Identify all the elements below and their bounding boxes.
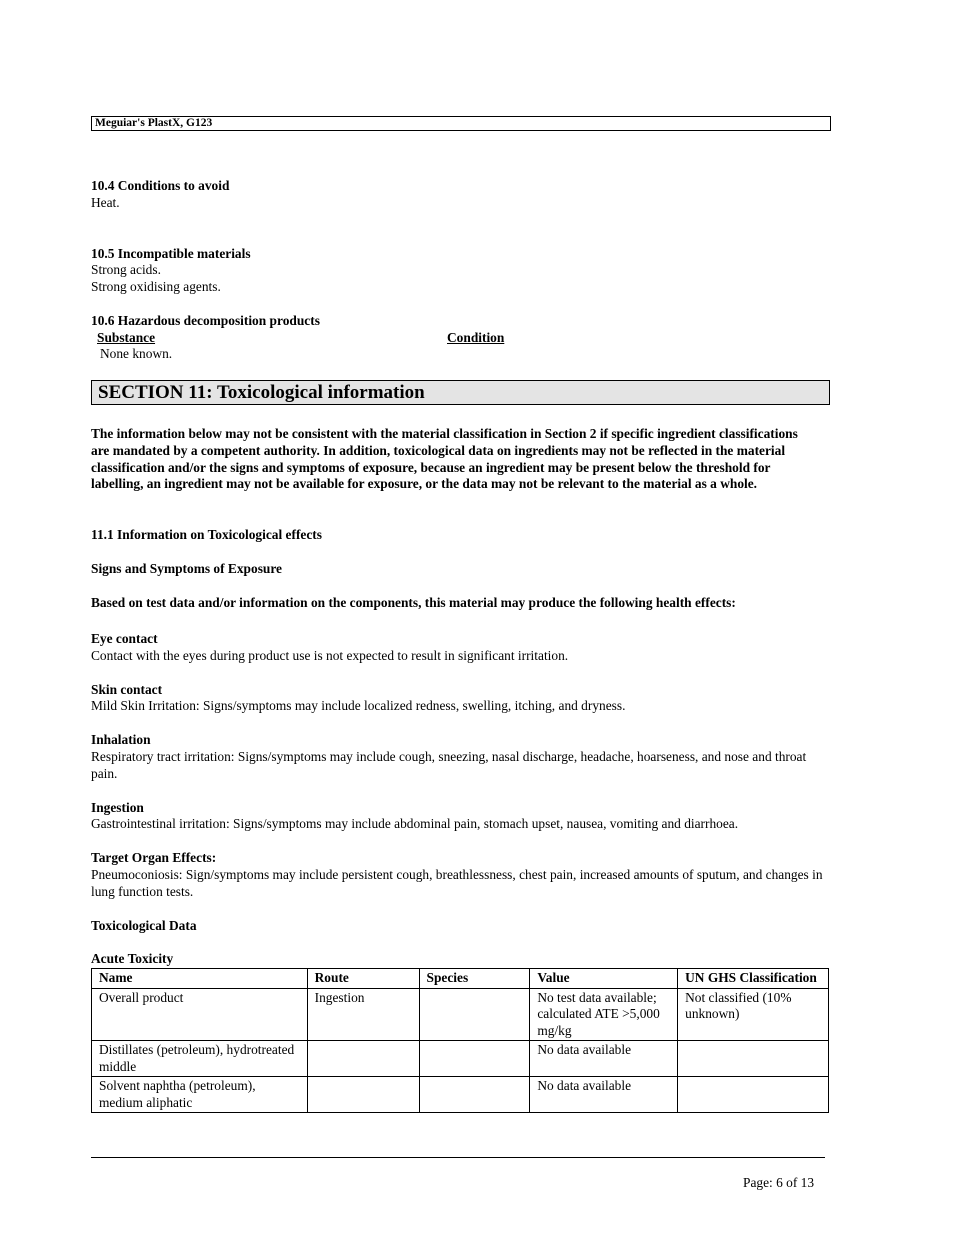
th-route: Route [307,969,419,989]
th-species: Species [419,969,530,989]
target-organ-text: Pneumoconiosis: Sign/symptoms may include persistent cough, breathlessness, chest pain, increased amounts of sputum, and changes in lung function tests. [91,867,823,899]
target-organ-heading: Target Organ Effects: [91,850,217,865]
cell-species [419,1077,530,1113]
th-name: Name [92,969,308,989]
heading-10-4: 10.4 Conditions to avoid [91,178,230,193]
cell-route [307,1041,419,1077]
inhalation-heading: Inhalation [91,732,151,747]
heading-10-5: 10.5 Incompatible materials [91,246,251,261]
cell-species [419,988,530,1041]
table-header-row [92,969,829,989]
page-number: Page: 6 of 13 [743,1175,815,1190]
skin-contact-text: Mild Skin Irritation: Signs/symptoms may include localized redness, swelling, itching, and dryness. [91,698,626,713]
tox-data-heading: Toxicological Data [91,918,197,933]
ingestion-text: Gastrointestinal irritation: Signs/symptoms may include abdominal pain, stomach upset, nausea, vomiting and diarrhoea. [91,816,739,831]
signs-heading: Signs and Symptoms of Exposure [91,561,282,576]
cell-route [307,1077,419,1113]
cell-value: No data available [530,1041,678,1077]
section-11-title: SECTION 11: Toxicological information [91,380,830,405]
based-on-text: Based on test data and/or information on the components, this material may produce the following health effects: [91,595,736,610]
text-10-6-value: None known. [100,346,173,361]
heading-11-1: 11.1 Information on Toxicological effects [91,527,322,542]
table-row [92,988,829,1041]
acute-toxicity-table [91,968,829,1113]
eye-contact-heading: Eye contact [91,631,158,646]
cell-name: Distillates (petroleum), hydrotreated middle [92,1041,308,1077]
cell-classification [678,1077,829,1113]
cell-name: Overall product [92,988,308,1041]
th-value: Value [530,969,678,989]
product-header: Meguiar's PlastX, G123 [91,116,831,131]
th-classification: UN GHS Classification [678,969,829,989]
cell-value: No test data available; calculated ATE >5,000 mg/kg [530,988,678,1041]
col-substance: Substance [97,330,156,345]
col-condition: Condition [447,330,505,345]
cell-value: No data available [530,1077,678,1113]
cell-classification: Not classified (10% unknown) [678,988,829,1041]
text-10-5-line-2: Strong oxidising agents. [91,279,221,294]
eye-contact-text: Contact with the eyes during product use is not expected to result in significant irritation. [91,648,569,663]
table-row [92,1077,829,1113]
inhalation-text: Respiratory tract irritation: Signs/symptoms may include cough, sneezing, nasal discharge, headache, hoarseness, and nose and throat pain. [91,749,807,781]
table-row [92,1041,829,1077]
footer-divider [91,1157,825,1158]
text-10-4: Heat. [91,195,120,210]
heading-10-6: 10.6 Hazardous decomposition products [91,313,320,328]
skin-contact-heading: Skin contact [91,682,163,697]
section-11-intro: The information below may not be consistent with the material classification in Section 2 if specific ingredient classifications are mandated by a competent authority. In addition, toxicological data on ingredients may not be reflected in the material classification and/or the signs and symptoms of exposure, because an ingredient may be present below the threshold for labelling, an ingredient may not be available for exposure, or the data may not be relevant to the material as a whole. [91,426,798,492]
cell-route: Ingestion [307,988,419,1041]
acute-toxicity-heading: Acute Toxicity [91,951,174,966]
cell-name: Solvent naphtha (petroleum), medium aliphatic [92,1077,308,1113]
text-10-5-line-1: Strong acids. [91,262,161,277]
cell-species [419,1041,530,1077]
ingestion-heading: Ingestion [91,800,144,815]
cell-classification [678,1041,829,1077]
